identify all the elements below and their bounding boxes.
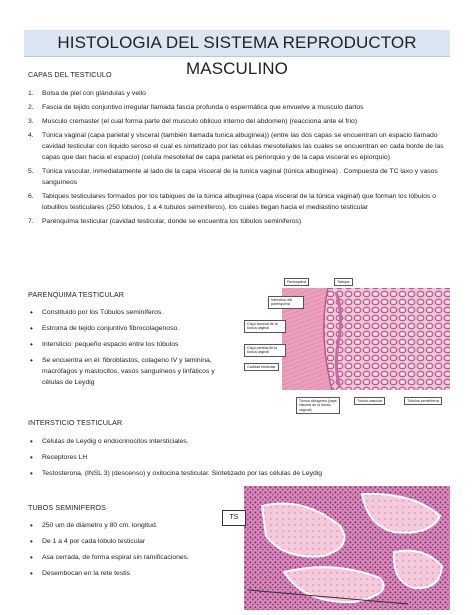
tubulos-list <box>28 520 224 584</box>
list-item <box>28 116 448 127</box>
item-number: 3. <box>28 118 34 125</box>
label-ts: TS <box>222 510 246 526</box>
item-text: Bolsa de piel con glándulas y vello <box>42 90 146 97</box>
list-item: • Receptores LH <box>28 452 448 463</box>
item-number: 2. <box>28 104 34 111</box>
seminiferous-tubule-image <box>244 486 450 610</box>
seminiferous-tubule-figure <box>244 486 450 610</box>
item-text: Parénquima testicular (cavidad testicular, donde se encuentra los túbulos seminiferos) <box>42 218 302 225</box>
page-title: HISTOLOGIA DEL SISTEMA REPRODUCTOR MASCULINO <box>57 33 417 78</box>
list-item: • Intersticio: pequeño espacio entre los túbulos <box>28 339 218 350</box>
item-text: Fascia de tejido conjuntivo irregular llamada fascia profunda o espermática que envuelve a musculo dartos <box>42 104 364 111</box>
list-item: • Constituido por los Túbulos seminíferos. <box>28 307 218 318</box>
label-albuginea: Túnica albugínea (capa visceral de la túnica vaginal) <box>296 397 340 414</box>
item-number: 4. <box>28 132 34 139</box>
label-intersticio: Intersticio del parénquima <box>268 296 304 309</box>
label-parenquima: Parénquima <box>284 278 309 286</box>
section-heading-tubulos: TUBOS SEMINIFEROS <box>28 503 106 512</box>
item-text: Túnica vascular, inmediatamente al lado de la capa visceral de la tunica vaginal (túnica albugínea) . Compuesta de TC laxo y vasos sanguíneos <box>42 168 438 186</box>
list-item <box>28 166 448 188</box>
label-vascular: Túnica vascular <box>354 397 385 405</box>
section-heading-parenquima: PARENQUIMA TESTICULAR <box>28 290 125 299</box>
list-item: • Estroma de tejido conjuntivo fibrocolagenoso. <box>28 323 218 334</box>
intersticio-list <box>28 436 448 484</box>
label-tunica-vaginal: Capa visceral de la túnica vaginal <box>244 320 286 333</box>
label-cavidad: Cavidad testicular <box>244 363 279 371</box>
list-item: • Testosterona, (INSL 3) (descenso) y oxitocina testicular. Sintetizado por las células de Leydig <box>28 468 448 479</box>
parenquima-list <box>28 307 218 393</box>
list-item <box>28 216 448 227</box>
item-number: 5. <box>28 168 34 175</box>
item-number: 6. <box>28 193 34 200</box>
label-capa-parietal: Capa parietal de la túnica vaginal <box>244 344 286 357</box>
item-text: Musculo cremaster (el cual forma parte del musculo oblicuo interno del abdomen) (reacciona ante el frio) <box>42 118 358 125</box>
list-item <box>28 130 448 163</box>
section-heading-capas: CAPAS DEL TESTICULO <box>28 70 112 79</box>
list-item <box>28 102 448 113</box>
capas-list <box>28 88 448 230</box>
list-item: • Células de Leydig o endocrinocitos intersticiales. <box>28 436 448 447</box>
testicle-histology-figure <box>236 274 450 430</box>
list-item: • Asa cerrada, de forma espiral sin ramificaciones. <box>28 552 224 563</box>
item-text: Tabiques testiculares formados por los tabiques de la túnica albugínea (capa visceral de la túnica vaginal) que forman los lóbulos o lobulillos testiculares (250 lobulos, 1 a 4 tubulos seminiferos), los cuales llegan hacia el mediastino testicular <box>42 193 437 211</box>
label-tubulos: Túbulos seminíferos <box>404 397 442 405</box>
item-text: Túnica vaginal (capa parietal y visceral (también llamada tunica albuginea)) (entre las dos capas se encuentran un espacio llamado cavidad testicular con liquido seroso el cual es sintetizado por las células mesoteliales las cuales se encuentran en cada borde de las capas que dan hacia el espacio) (celula mesotelial de capa parietal es periorquio y de la capa visceral es epiorquio) <box>42 132 444 161</box>
label-tabique: Tabique <box>334 278 353 286</box>
item-number: 1. <box>28 90 34 97</box>
list-item <box>28 88 448 99</box>
section-heading-intersticio: INTERSTICIO TESTICULAR <box>28 418 123 427</box>
item-number: 7. <box>28 218 34 225</box>
list-item: • De 1 a 4 por cada lóbulo testicular <box>28 536 224 547</box>
list-item: • 250 um de diámetro y 80 cm. longitud. <box>28 520 224 531</box>
list-item: • Se encuentra en él: fibroblastos, colageno IV y laminina, macrófagos y mastocitos, vasos sanguíneos y linfáticos y células de Leydig <box>28 355 218 388</box>
list-item <box>28 191 448 213</box>
list-item: • Desembocan en la rete testis <box>28 568 224 579</box>
